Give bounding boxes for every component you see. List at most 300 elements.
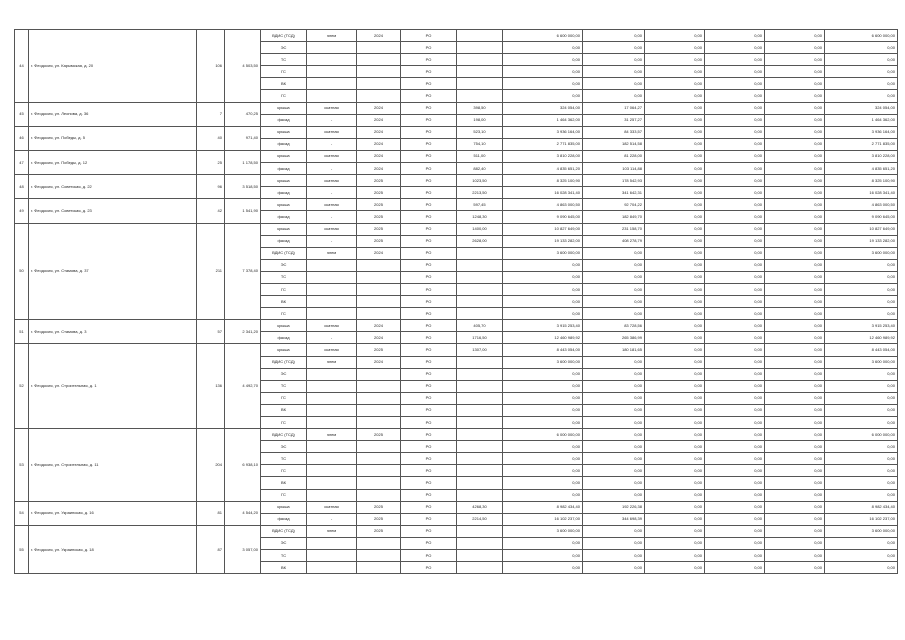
other-cell: 0,00 <box>765 513 825 525</box>
work-unit-cell <box>307 465 357 477</box>
form-cell: РО <box>401 380 457 392</box>
table-row <box>15 223 898 235</box>
other-cell: 0,00 <box>765 66 825 78</box>
grand-total-cell: 10 827 649,00 <box>825 223 898 235</box>
year-cell: 2024 <box>357 247 401 259</box>
bs-cell: 0,00 <box>645 211 705 223</box>
work-unit-cell <box>307 42 357 54</box>
total-cost-cell: 0,00 <box>503 90 583 102</box>
work-unit-cell <box>307 78 357 90</box>
work-unit-cell <box>307 90 357 102</box>
work-unit-cell: скатная <box>307 320 357 332</box>
table-row <box>15 150 898 162</box>
work-unit-cell <box>307 380 357 392</box>
ff-cell: 0,00 <box>583 453 645 465</box>
grand-total-cell: 6 600 000,00 <box>825 30 898 42</box>
area-cell: 4 492,70 <box>225 344 261 429</box>
work-type-cell: ГС <box>261 283 307 295</box>
work-type-cell: ТС <box>261 453 307 465</box>
form-cell: РО <box>401 42 457 54</box>
year-cell: 2025 <box>357 501 401 513</box>
work-unit-cell <box>307 417 357 429</box>
table-row <box>15 320 898 332</box>
row-number-cell: 45 <box>15 102 29 126</box>
work-type-cell: ГС <box>261 489 307 501</box>
work-unit-cell: - <box>307 138 357 150</box>
address-cell: г. Феодосия, ул. Победы, д. 12 <box>29 150 197 174</box>
address-cell: г. Феодосия, ул. Леонова, д. 36 <box>29 102 197 126</box>
total-cost-cell: 0,00 <box>503 66 583 78</box>
mb-cell: 0,00 <box>705 30 765 42</box>
total-cost-cell: 0,00 <box>503 417 583 429</box>
mb-cell: 0,00 <box>705 550 765 562</box>
grand-total-cell: 19 133 282,00 <box>825 235 898 247</box>
other-cell: 0,00 <box>765 138 825 150</box>
mb-cell: 0,00 <box>705 296 765 308</box>
ff-cell: 182 514,58 <box>583 138 645 150</box>
work-type-cell: ЭС <box>261 259 307 271</box>
form-cell: РО <box>401 489 457 501</box>
volume-cell: 882,40 <box>457 163 503 175</box>
grand-total-cell: 0,00 <box>825 259 898 271</box>
mb-cell: 0,00 <box>705 199 765 211</box>
area-cell: 470,25 <box>225 102 261 126</box>
bs-cell: 0,00 <box>645 150 705 162</box>
work-type-cell: крыша <box>261 501 307 513</box>
row-number-cell: 48 <box>15 175 29 199</box>
bs-cell: 0,00 <box>645 102 705 114</box>
year-cell: 2025 <box>357 344 401 356</box>
form-cell: РО <box>401 513 457 525</box>
mb-cell: 0,00 <box>705 223 765 235</box>
form-cell: РО <box>401 223 457 235</box>
total-cost-cell: 2 771 835,00 <box>503 138 583 150</box>
form-cell: РО <box>401 320 457 332</box>
volume-cell <box>457 54 503 66</box>
work-type-cell: ВДИС (ТСД) <box>261 356 307 368</box>
work-type-cell: фасад <box>261 114 307 126</box>
total-cost-cell: 3 600 000,00 <box>503 525 583 537</box>
grand-total-cell: 16 028 341,40 <box>825 187 898 199</box>
year-cell: 2025 <box>357 187 401 199</box>
total-cost-cell: 324 054,00 <box>503 102 583 114</box>
work-unit-cell: скатная <box>307 223 357 235</box>
year-cell: 2024 <box>357 114 401 126</box>
ff-cell: 0,00 <box>583 489 645 501</box>
year-cell: 2024 <box>357 126 401 138</box>
work-unit-cell <box>307 308 357 320</box>
work-type-cell: ВК <box>261 296 307 308</box>
ff-cell: 0,00 <box>583 283 645 295</box>
other-cell: 0,00 <box>765 477 825 489</box>
other-cell: 0,00 <box>765 380 825 392</box>
form-cell: РО <box>401 175 457 187</box>
work-unit-cell: скатная <box>307 102 357 114</box>
bs-cell: 0,00 <box>645 477 705 489</box>
total-cost-cell: 8 982 434,40 <box>503 501 583 513</box>
mb-cell: 0,00 <box>705 235 765 247</box>
bs-cell: 0,00 <box>645 235 705 247</box>
grand-total-cell: 0,00 <box>825 489 898 501</box>
mb-cell: 0,00 <box>705 150 765 162</box>
address-cell: г. Феодосия, ул. Украинская, д. 16 <box>29 501 197 525</box>
other-cell: 0,00 <box>765 308 825 320</box>
other-cell: 0,00 <box>765 211 825 223</box>
total-cost-cell: 0,00 <box>503 392 583 404</box>
ff-cell: 0,00 <box>583 537 645 549</box>
form-cell: РО <box>401 453 457 465</box>
volume-cell <box>457 90 503 102</box>
volume-cell <box>457 247 503 259</box>
table-row <box>15 126 898 138</box>
year-cell <box>357 404 401 416</box>
area-cell: 1 178,50 <box>225 150 261 174</box>
other-cell: 0,00 <box>765 489 825 501</box>
bs-cell: 0,00 <box>645 271 705 283</box>
work-type-cell: крыша <box>261 126 307 138</box>
bs-cell: 0,00 <box>645 489 705 501</box>
bs-cell: 0,00 <box>645 344 705 356</box>
year-cell: 2024 <box>357 150 401 162</box>
grand-total-cell: 0,00 <box>825 441 898 453</box>
volume-cell <box>457 380 503 392</box>
grand-total-cell: 4 863 000,50 <box>825 199 898 211</box>
total-cost-cell: 0,00 <box>503 368 583 380</box>
grand-total-cell: 0,00 <box>825 465 898 477</box>
bs-cell: 0,00 <box>645 30 705 42</box>
work-type-cell: ВДИС (ТСД) <box>261 247 307 259</box>
volume-cell: 1716,50 <box>457 332 503 344</box>
year-cell <box>357 368 401 380</box>
work-type-cell: крыша <box>261 344 307 356</box>
work-unit-cell: элем <box>307 30 357 42</box>
grand-total-cell: 1 464 362,00 <box>825 114 898 126</box>
bs-cell: 0,00 <box>645 465 705 477</box>
year-cell <box>357 308 401 320</box>
grand-total-cell: 9 090 645,00 <box>825 211 898 223</box>
work-unit-cell <box>307 562 357 574</box>
volume-cell <box>457 392 503 404</box>
form-cell: РО <box>401 30 457 42</box>
volume-cell <box>457 283 503 295</box>
volume-cell <box>457 429 503 441</box>
volume-cell: 2628,00 <box>457 235 503 247</box>
year-cell: 2024 <box>357 356 401 368</box>
work-unit-cell <box>307 283 357 295</box>
work-type-cell: ЭС <box>261 42 307 54</box>
work-type-cell: ВК <box>261 78 307 90</box>
year-cell: 2024 <box>357 102 401 114</box>
form-cell: РО <box>401 296 457 308</box>
mb-cell: 0,00 <box>705 90 765 102</box>
row-number-cell: 52 <box>15 344 29 429</box>
grand-total-cell: 12 460 989,92 <box>825 332 898 344</box>
work-unit-cell <box>307 392 357 404</box>
work-unit-cell <box>307 259 357 271</box>
mb-cell: 0,00 <box>705 368 765 380</box>
ff-cell: 83 728,56 <box>583 320 645 332</box>
bs-cell: 0,00 <box>645 259 705 271</box>
other-cell: 0,00 <box>765 465 825 477</box>
mb-cell: 0,00 <box>705 308 765 320</box>
row-number-cell: 44 <box>15 30 29 103</box>
other-cell: 0,00 <box>765 320 825 332</box>
year-cell: 2025 <box>357 175 401 187</box>
form-cell: РО <box>401 150 457 162</box>
volume-cell: 1248,30 <box>457 211 503 223</box>
ff-cell: 265 386,99 <box>583 332 645 344</box>
form-cell: РО <box>401 392 457 404</box>
total-cost-cell: 0,00 <box>503 271 583 283</box>
work-unit-cell: скатная <box>307 126 357 138</box>
other-cell: 0,00 <box>765 175 825 187</box>
bs-cell: 0,00 <box>645 308 705 320</box>
work-unit-cell: скатная <box>307 199 357 211</box>
row-number-cell: 54 <box>15 501 29 525</box>
form-cell: РО <box>401 429 457 441</box>
volume-cell: 1307,00 <box>457 344 503 356</box>
total-cost-cell: 3 810 228,00 <box>503 150 583 162</box>
ff-cell: 92 704,22 <box>583 199 645 211</box>
total-cost-cell: 8 325 100,90 <box>503 175 583 187</box>
ff-cell: 408 278,79 <box>583 235 645 247</box>
area-cell: 4 544,20 <box>225 501 261 525</box>
bs-cell: 0,00 <box>645 356 705 368</box>
ff-cell: 0,00 <box>583 550 645 562</box>
grand-total-cell: 3 600 000,00 <box>825 247 898 259</box>
volume-cell: 198,00 <box>457 114 503 126</box>
total-cost-cell: 0,00 <box>503 550 583 562</box>
ff-cell: 0,00 <box>583 404 645 416</box>
other-cell: 0,00 <box>765 501 825 513</box>
work-unit-cell: - <box>307 211 357 223</box>
bs-cell: 0,00 <box>645 163 705 175</box>
address-cell: г. Феодосия, ул. Строительная, д. 11 <box>29 429 197 502</box>
work-unit-cell: скатная <box>307 175 357 187</box>
work-unit-cell: элем <box>307 525 357 537</box>
volume-cell <box>457 477 503 489</box>
volume-cell <box>457 308 503 320</box>
grand-total-cell: 0,00 <box>825 477 898 489</box>
form-cell: РО <box>401 356 457 368</box>
bs-cell: 0,00 <box>645 429 705 441</box>
total-cost-cell: 10 827 649,00 <box>503 223 583 235</box>
mb-cell: 0,00 <box>705 175 765 187</box>
ff-cell: 0,00 <box>583 441 645 453</box>
mb-cell: 0,00 <box>705 211 765 223</box>
other-cell: 0,00 <box>765 223 825 235</box>
volume-cell <box>457 417 503 429</box>
work-type-cell: ВДИС (ТСД) <box>261 30 307 42</box>
bs-cell: 0,00 <box>645 537 705 549</box>
address-cell: г. Феодосия, ул. Стамова, д. 37 <box>29 223 197 320</box>
form-cell: РО <box>401 54 457 66</box>
work-type-cell: ГС <box>261 465 307 477</box>
ff-cell: 84 333,57 <box>583 126 645 138</box>
bs-cell: 0,00 <box>645 404 705 416</box>
total-cost-cell: 4 863 000,50 <box>503 199 583 211</box>
form-cell: РО <box>401 537 457 549</box>
grand-total-cell: 3 810 228,00 <box>825 150 898 162</box>
other-cell: 0,00 <box>765 550 825 562</box>
grand-total-cell: 8 325 100,90 <box>825 175 898 187</box>
total-cost-cell: 8 443 054,00 <box>503 344 583 356</box>
ff-cell: 0,00 <box>583 392 645 404</box>
total-cost-cell: 12 460 989,92 <box>503 332 583 344</box>
work-type-cell: крыша <box>261 320 307 332</box>
other-cell: 0,00 <box>765 150 825 162</box>
mb-cell: 0,00 <box>705 114 765 126</box>
total-cost-cell: 0,00 <box>503 465 583 477</box>
other-cell: 0,00 <box>765 453 825 465</box>
grand-total-cell: 0,00 <box>825 392 898 404</box>
mb-cell: 0,00 <box>705 187 765 199</box>
bs-cell: 0,00 <box>645 332 705 344</box>
row-number-cell: 49 <box>15 199 29 223</box>
work-unit-cell: - <box>307 235 357 247</box>
bs-cell: 0,00 <box>645 417 705 429</box>
ff-cell: 0,00 <box>583 308 645 320</box>
year-cell <box>357 380 401 392</box>
total-cost-cell: 0,00 <box>503 283 583 295</box>
volume-cell <box>457 489 503 501</box>
form-cell: РО <box>401 441 457 453</box>
grand-total-cell: 0,00 <box>825 296 898 308</box>
bs-cell: 0,00 <box>645 223 705 235</box>
other-cell: 0,00 <box>765 537 825 549</box>
year-cell: 2025 <box>357 235 401 247</box>
apartments-count-cell: 81 <box>197 501 225 525</box>
work-type-cell: фасад <box>261 163 307 175</box>
work-type-cell: ЭС <box>261 441 307 453</box>
other-cell: 0,00 <box>765 344 825 356</box>
work-unit-cell: элем <box>307 356 357 368</box>
other-cell: 0,00 <box>765 90 825 102</box>
other-cell: 0,00 <box>765 562 825 574</box>
grand-total-cell: 324 054,00 <box>825 102 898 114</box>
other-cell: 0,00 <box>765 199 825 211</box>
mb-cell: 0,00 <box>705 332 765 344</box>
mb-cell: 0,00 <box>705 537 765 549</box>
ff-cell: 231 158,70 <box>583 223 645 235</box>
total-cost-cell: 6 000 000,00 <box>503 429 583 441</box>
ff-cell: 0,00 <box>583 90 645 102</box>
mb-cell: 0,00 <box>705 138 765 150</box>
other-cell: 0,00 <box>765 283 825 295</box>
area-cell: 3 057,00 <box>225 525 261 573</box>
apartments-count-cell: 7 <box>197 102 225 126</box>
ff-cell: 0,00 <box>583 247 645 259</box>
bs-cell: 0,00 <box>645 114 705 126</box>
grand-total-cell: 16 102 237,00 <box>825 513 898 525</box>
form-cell: РО <box>401 525 457 537</box>
grand-total-cell: 3 600 000,00 <box>825 356 898 368</box>
year-cell <box>357 90 401 102</box>
bs-cell: 0,00 <box>645 562 705 574</box>
bs-cell: 0,00 <box>645 199 705 211</box>
mb-cell: 0,00 <box>705 320 765 332</box>
mb-cell: 0,00 <box>705 441 765 453</box>
other-cell: 0,00 <box>765 392 825 404</box>
work-unit-cell <box>307 489 357 501</box>
work-type-cell: ВДИС (ТСД) <box>261 525 307 537</box>
year-cell <box>357 54 401 66</box>
area-cell: 7 378,40 <box>225 223 261 320</box>
form-cell: РО <box>401 332 457 344</box>
mb-cell: 0,00 <box>705 477 765 489</box>
total-cost-cell: 1 464 362,00 <box>503 114 583 126</box>
mb-cell: 0,00 <box>705 392 765 404</box>
other-cell: 0,00 <box>765 271 825 283</box>
work-unit-cell: скатная <box>307 501 357 513</box>
area-cell: 971,40 <box>225 126 261 150</box>
year-cell <box>357 42 401 54</box>
grand-total-cell: 0,00 <box>825 537 898 549</box>
work-type-cell: крыша <box>261 150 307 162</box>
volume-cell <box>457 465 503 477</box>
total-cost-cell: 0,00 <box>503 489 583 501</box>
form-cell: РО <box>401 417 457 429</box>
volume-cell <box>457 441 503 453</box>
mb-cell: 0,00 <box>705 344 765 356</box>
year-cell <box>357 465 401 477</box>
ff-cell: 0,00 <box>583 429 645 441</box>
work-type-cell: ГС <box>261 90 307 102</box>
ff-cell: 0,00 <box>583 417 645 429</box>
work-unit-cell: - <box>307 332 357 344</box>
grand-total-cell: 3 936 164,00 <box>825 126 898 138</box>
ff-cell: 178 542,93 <box>583 175 645 187</box>
other-cell: 0,00 <box>765 163 825 175</box>
other-cell: 0,00 <box>765 332 825 344</box>
grand-total-cell: 0,00 <box>825 66 898 78</box>
mb-cell: 0,00 <box>705 404 765 416</box>
volume-cell <box>457 404 503 416</box>
mb-cell: 0,00 <box>705 42 765 54</box>
work-type-cell: фасад <box>261 187 307 199</box>
apartments-count-cell: 106 <box>197 30 225 103</box>
ff-cell: 192 226,38 <box>583 501 645 513</box>
bs-cell: 0,00 <box>645 42 705 54</box>
bs-cell: 0,00 <box>645 320 705 332</box>
bs-cell: 0,00 <box>645 296 705 308</box>
form-cell: РО <box>401 163 457 175</box>
bs-cell: 0,00 <box>645 501 705 513</box>
table-row <box>15 102 898 114</box>
apartments-count-cell: 96 <box>197 175 225 199</box>
mb-cell: 0,00 <box>705 417 765 429</box>
total-cost-cell: 0,00 <box>503 441 583 453</box>
grand-total-cell: 0,00 <box>825 404 898 416</box>
volume-cell <box>457 368 503 380</box>
total-cost-cell: 0,00 <box>503 380 583 392</box>
form-cell: РО <box>401 187 457 199</box>
address-cell: г. Феодосия, ул. Советская, д. 23 <box>29 199 197 223</box>
volume-cell: 405,70 <box>457 320 503 332</box>
total-cost-cell: 0,00 <box>503 453 583 465</box>
total-cost-cell: 4 835 651,20 <box>503 163 583 175</box>
bs-cell: 0,00 <box>645 283 705 295</box>
total-cost-cell: 0,00 <box>503 477 583 489</box>
other-cell: 0,00 <box>765 417 825 429</box>
mb-cell: 0,00 <box>705 271 765 283</box>
other-cell: 0,00 <box>765 235 825 247</box>
year-cell <box>357 453 401 465</box>
other-cell: 0,00 <box>765 78 825 90</box>
bs-cell: 0,00 <box>645 175 705 187</box>
total-cost-cell: 16 028 341,40 <box>503 187 583 199</box>
grand-total-cell: 8 443 054,00 <box>825 344 898 356</box>
